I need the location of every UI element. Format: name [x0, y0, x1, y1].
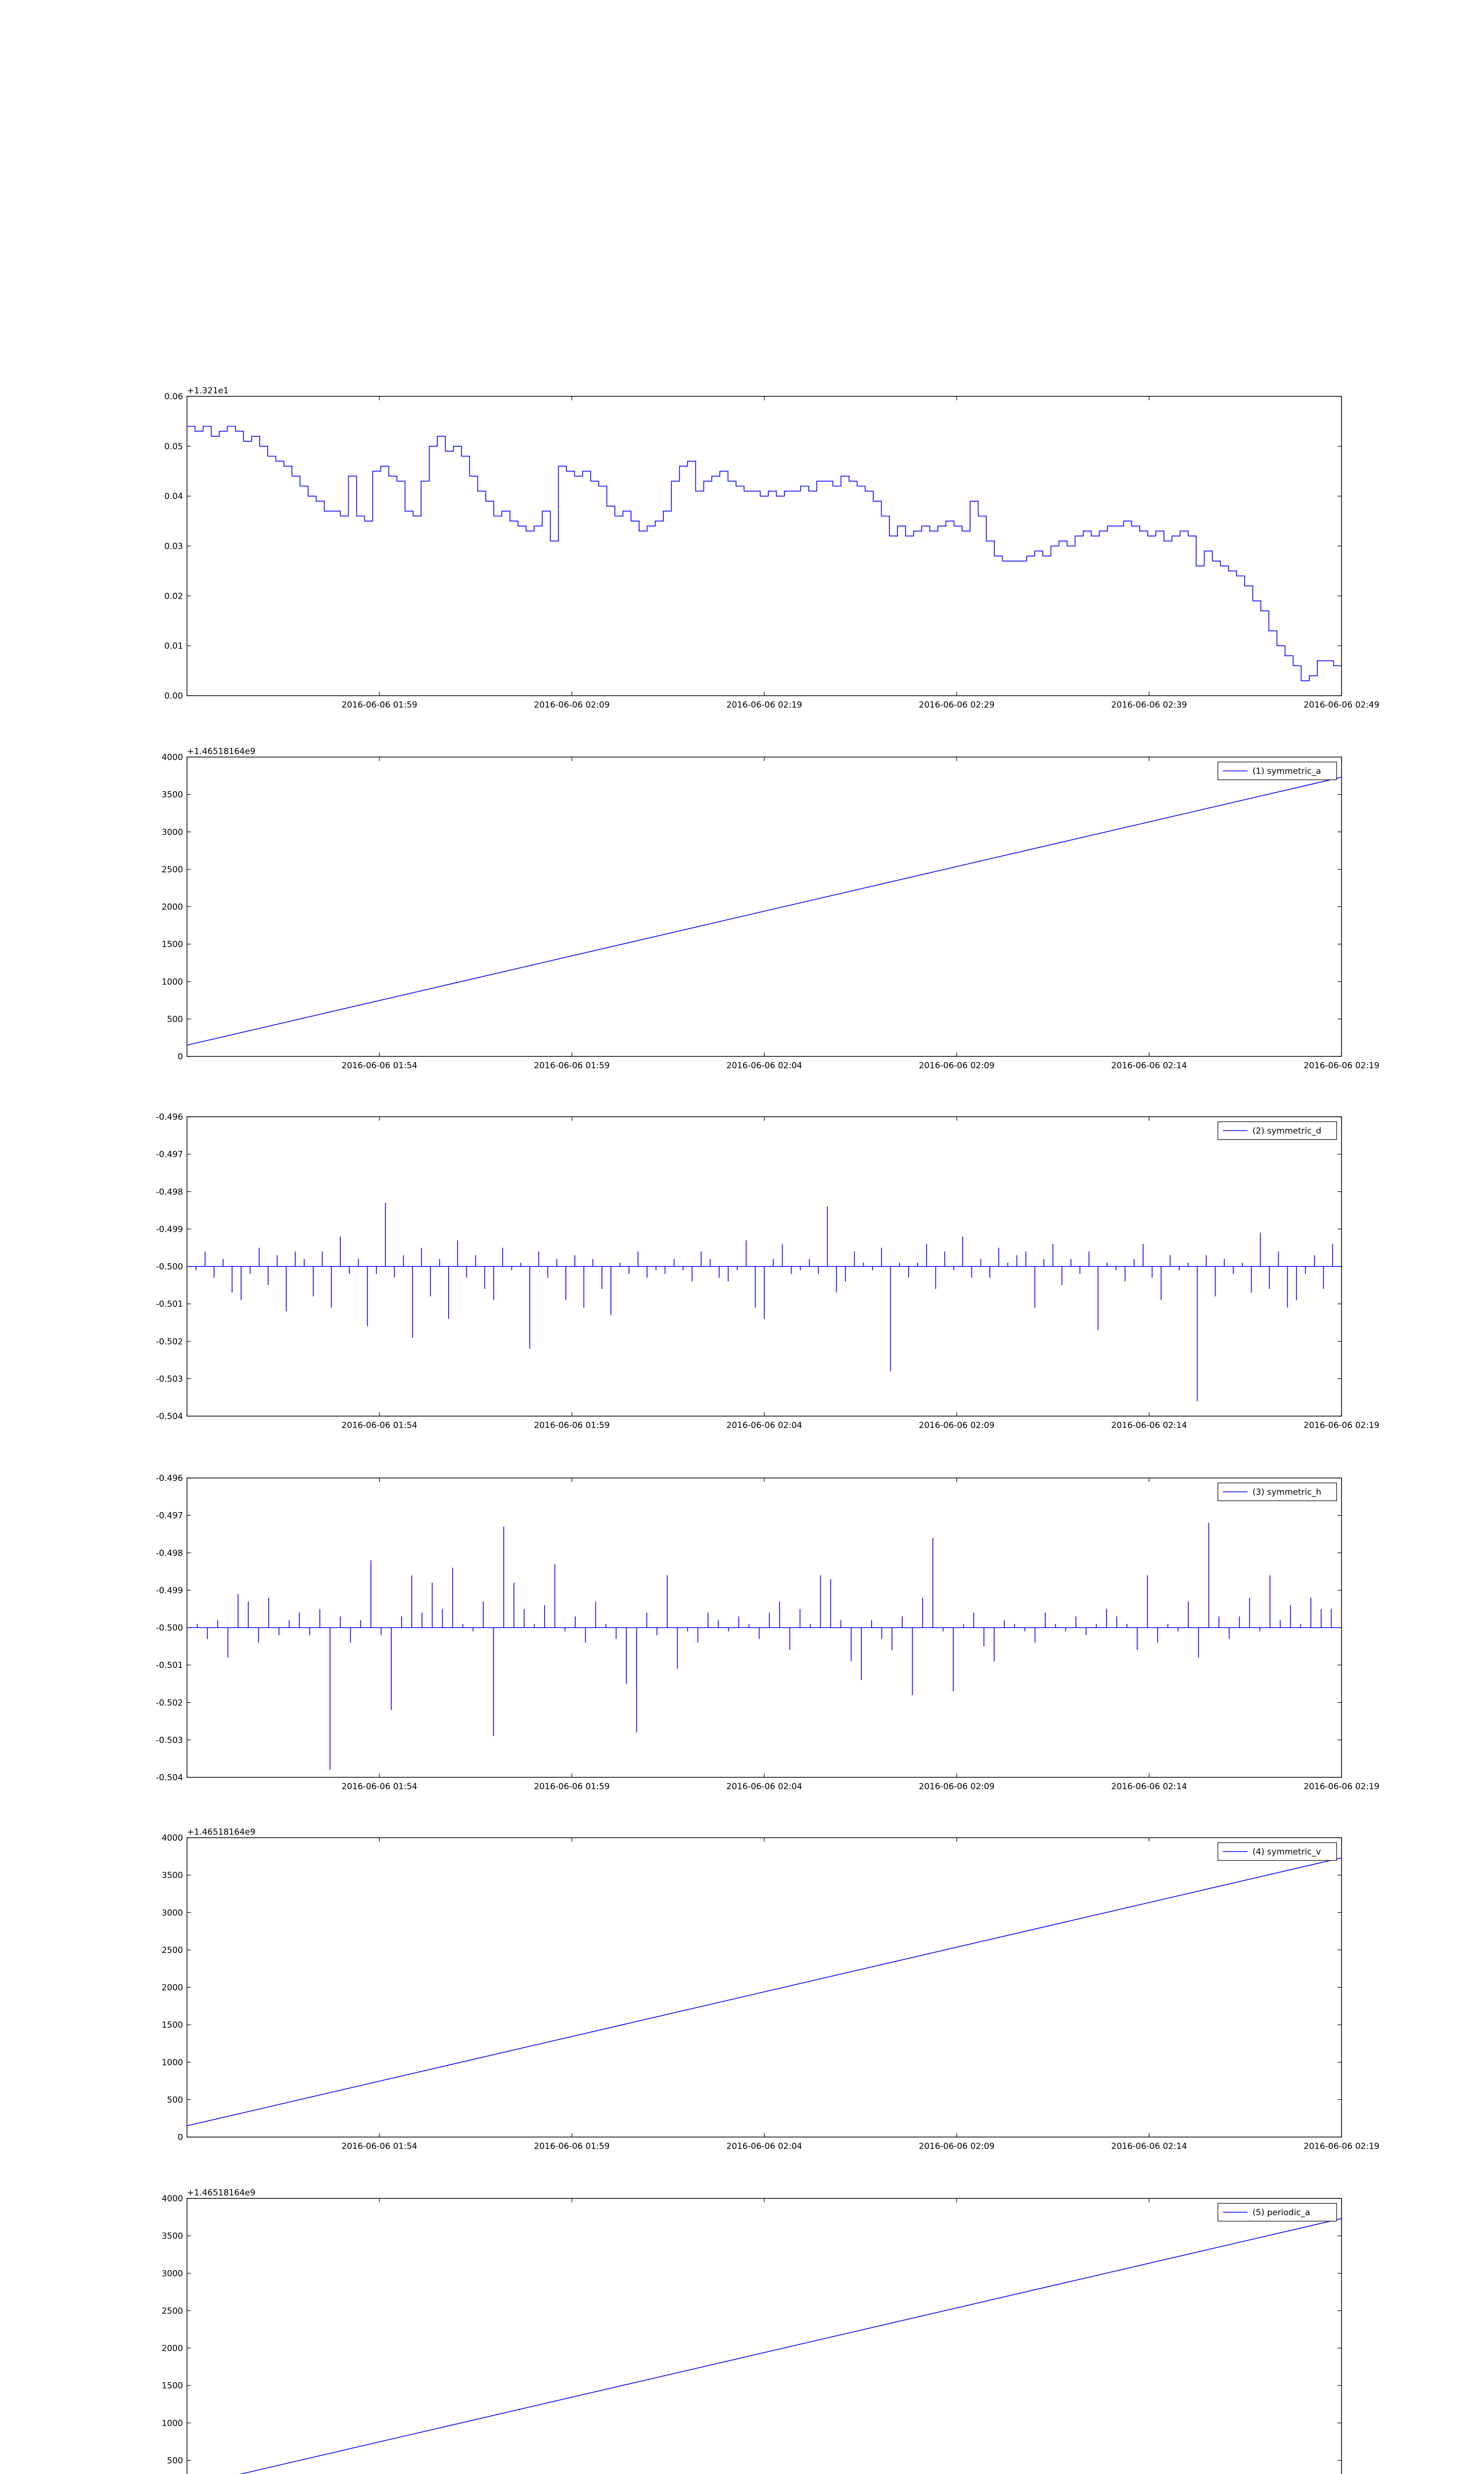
x-tick-label: 2016-06-06 02:04	[726, 2141, 802, 2151]
x-tick-label: 2016-06-06 02:19	[1303, 1782, 1380, 1792]
x-tick-label: 2016-06-06 02:09	[919, 1782, 995, 1792]
y-tick-label: 3000	[161, 827, 183, 838]
x-tick-label: 2016-06-06 02:19	[726, 700, 802, 710]
y-tick-label: 4000	[161, 2194, 183, 2204]
legend-label: (4) symmetric_v	[1252, 1847, 1321, 1857]
subplot-1	[164, 386, 1379, 710]
y-tick-label: 2000	[161, 902, 183, 912]
y-tick-label: 2000	[161, 2343, 183, 2354]
series-line	[187, 1203, 1342, 1401]
axes-frame	[187, 2198, 1342, 2474]
x-tick-label: 2016-06-06 02:14	[1111, 2141, 1187, 2151]
y-tick-label: 3500	[161, 1870, 183, 1881]
x-tick-label: 2016-06-06 01:54	[341, 2141, 417, 2151]
y-tick-label: 1000	[161, 2418, 183, 2428]
y-tick-label: -0.502	[156, 1336, 183, 1347]
y-tick-label: 3000	[161, 1908, 183, 1918]
axes-frame	[187, 396, 1342, 696]
x-tick-label: 2016-06-06 01:59	[534, 1061, 610, 1071]
y-tick-label: -0.501	[156, 1299, 183, 1310]
y-tick-label: 0.01	[164, 641, 183, 652]
y-tick-label: 3500	[161, 2231, 183, 2241]
x-tick-label: 2016-06-06 02:04	[726, 1421, 802, 1430]
y-tick-label: -0.503	[156, 1735, 183, 1746]
y-tick-label: 4000	[161, 753, 183, 762]
y-tick-label: -0.499	[156, 1224, 183, 1235]
series-line	[187, 427, 1342, 681]
x-tick-label: 2016-06-06 02:14	[1111, 1421, 1187, 1430]
y-tick-label: 4000	[161, 1833, 183, 1843]
y-tick-label: 0.03	[164, 541, 183, 552]
x-tick-label: 2016-06-06 02:39	[1111, 700, 1187, 710]
subplot-5	[162, 1827, 1380, 2151]
series-line	[187, 1523, 1342, 1770]
y-tick-label: 3000	[161, 2269, 183, 2279]
axes-frame	[187, 1838, 1342, 2137]
y-tick-label: 0.06	[164, 392, 183, 402]
legend	[1218, 1483, 1337, 1501]
legend-label: (1) symmetric_a	[1252, 766, 1321, 776]
y-tick-label: -0.498	[156, 1548, 183, 1559]
x-tick-label: 2016-06-06 02:09	[919, 1061, 995, 1071]
y-tick-label: 2500	[161, 1945, 183, 1955]
subplot-2	[162, 747, 1380, 1071]
y-tick-label: 500	[167, 2456, 183, 2466]
subplot-4	[156, 1474, 1379, 1792]
legend-label: (5) periodic_a	[1252, 2208, 1310, 2218]
y-tick-label: -0.496	[156, 1474, 183, 1483]
x-tick-label: 2016-06-06 02:14	[1111, 1782, 1187, 1792]
y-tick-label: 0.04	[164, 491, 183, 502]
y-tick-label: -0.497	[156, 1511, 183, 1521]
y-tick-label: -0.500	[156, 1262, 183, 1272]
x-tick-label: 2016-06-06 02:04	[726, 1782, 802, 1792]
x-tick-label: 2016-06-06 01:59	[341, 700, 417, 710]
x-tick-label: 2016-06-06 01:54	[341, 1782, 417, 1792]
x-tick-label: 2016-06-06 01:54	[341, 1421, 417, 1430]
x-tick-label: 2016-06-06 02:19	[1303, 1421, 1380, 1430]
x-tick-label: 2016-06-06 01:54	[341, 1061, 417, 1071]
y-tick-label: -0.503	[156, 1374, 183, 1384]
y-tick-label: 1000	[161, 977, 183, 987]
axis-offset-label: +1.321e1	[187, 386, 229, 396]
y-tick-label: -0.499	[156, 1585, 183, 1596]
y-tick-label: 0	[178, 2133, 183, 2142]
x-tick-label: 2016-06-06 02:14	[1111, 1061, 1187, 1071]
x-tick-label: 2016-06-06 02:19	[1303, 2141, 1380, 2151]
y-tick-label: -0.496	[156, 1112, 183, 1122]
x-tick-label: 2016-06-06 01:59	[534, 2141, 610, 2151]
y-tick-label: 1000	[161, 2057, 183, 2068]
y-tick-label: 3500	[161, 790, 183, 800]
y-tick-label: 2000	[161, 1983, 183, 1993]
legend-label: (3) symmetric_h	[1252, 1487, 1321, 1497]
y-tick-label: -0.500	[156, 1623, 183, 1633]
series-line	[187, 777, 1342, 1046]
y-tick-label: 1500	[161, 2020, 183, 2031]
series-line	[187, 1858, 1342, 2126]
y-tick-label: 0.00	[164, 691, 183, 701]
axis-offset-label: +1.46518164e9	[187, 2188, 256, 2198]
x-tick-label: 2016-06-06 02:19	[1303, 1061, 1380, 1071]
y-tick-label: 0	[178, 1052, 183, 1062]
x-tick-label: 2016-06-06 02:09	[534, 700, 610, 710]
subplot-3	[156, 1112, 1379, 1430]
y-tick-label: 1500	[161, 940, 183, 950]
x-tick-label: 2016-06-06 01:59	[534, 1782, 610, 1792]
series-line	[187, 2219, 1342, 2474]
y-tick-label: 2500	[161, 2306, 183, 2316]
axis-offset-label: +1.46518164e9	[187, 1827, 256, 1837]
x-tick-label: 2016-06-06 02:04	[726, 1061, 802, 1071]
x-tick-label: 2016-06-06 02:29	[919, 700, 995, 710]
x-tick-label: 2016-06-06 02:09	[919, 2141, 995, 2151]
y-tick-label: -0.497	[156, 1149, 183, 1160]
axes-frame	[187, 757, 1342, 1056]
x-tick-label: 2016-06-06 02:09	[919, 1421, 995, 1430]
legend	[1218, 762, 1337, 780]
y-tick-label: -0.498	[156, 1187, 183, 1197]
x-tick-label: 2016-06-06 02:49	[1303, 700, 1380, 710]
y-tick-label: -0.504	[156, 1412, 183, 1422]
legend	[1218, 1843, 1337, 1860]
legend-label: (2) symmetric_d	[1252, 1126, 1321, 1136]
y-tick-label: 500	[167, 2095, 183, 2105]
legend	[1218, 2203, 1337, 2221]
axis-offset-label: +1.46518164e9	[187, 747, 256, 757]
y-tick-label: -0.502	[156, 1698, 183, 1708]
y-tick-label: 0.02	[164, 591, 183, 602]
y-tick-label: 500	[167, 1014, 183, 1025]
y-tick-label: 0.05	[164, 441, 183, 452]
y-tick-label: 1500	[161, 2381, 183, 2391]
y-tick-label: -0.501	[156, 1661, 183, 1671]
x-tick-label: 2016-06-06 01:59	[534, 1421, 610, 1430]
subplot-6	[162, 2188, 1380, 2474]
legend	[1218, 1122, 1337, 1140]
y-tick-label: -0.504	[156, 1773, 183, 1783]
y-tick-label: 2500	[161, 864, 183, 875]
